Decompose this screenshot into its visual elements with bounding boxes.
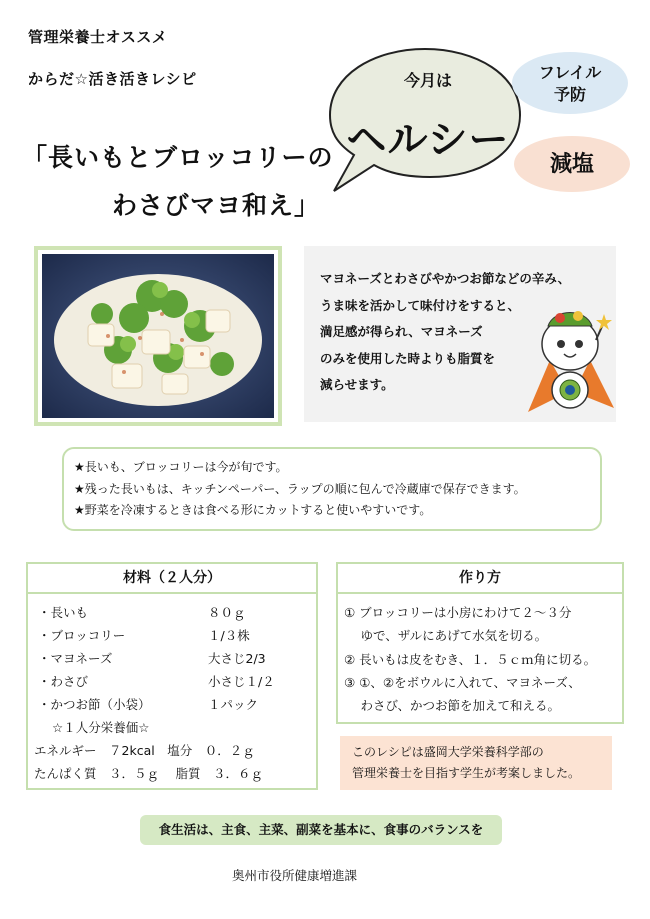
ingredient-name: ・ブロッコリー: [38, 628, 126, 643]
bubble-small-text: 今月は: [403, 71, 452, 90]
ingredients-heading: 材料（２人分）: [26, 562, 318, 594]
credit-line: このレシピは盛岡大学栄養科学部の: [352, 745, 544, 759]
credit-line: 管理栄養士を目指す学生が考案しました。: [352, 766, 581, 780]
mascot-illustration: [520, 300, 620, 420]
ingredient-amount: ８０ｇ: [208, 605, 246, 620]
intro-line: のみを使用した時よりも脂質を: [320, 350, 496, 366]
method-step: わさび、かつお節を加えて和える。: [344, 698, 560, 713]
recipe-title-line-1: 「長いもとブロッコリーの: [22, 143, 334, 172]
method-step: ゆで、ザルにあげて水気を切る。: [344, 628, 548, 643]
low-salt-label: 減塩: [549, 152, 594, 177]
ingredients-box: [26, 594, 318, 790]
intro-line: マヨネーズとわさびやかつお節などの辛み、: [320, 271, 571, 286]
nutrition-row: たんぱく質 ３．５ｇ 脂質 ３．６ｇ: [34, 766, 263, 781]
dish-photo: [42, 254, 274, 418]
nutrition-heading: ☆１人分栄養価☆: [52, 720, 150, 735]
bubble-big-text: ヘルシー: [346, 117, 510, 163]
diet-balance-banner: 食生活は、主食、主菜、副菜を基本に、食事のバランスを: [140, 815, 502, 845]
intro-line: 減らせます。: [320, 377, 394, 392]
credit-box: [340, 736, 612, 790]
tip-item: ★野菜を冷凍するときは食べる形にカットすると使いやすいです。: [74, 503, 432, 517]
frail-prevention-label: [512, 62, 628, 106]
method-step: ② 長いもは皮をむき、１．５ｃｍ角に切る。: [344, 652, 597, 667]
header-line-1: 管理栄養士オススメ: [28, 28, 168, 46]
tips-list: [74, 457, 526, 522]
method-heading: 作り方: [336, 562, 624, 594]
ingredient-amount: １パック: [208, 697, 259, 712]
ingredient-name: ・長いも: [38, 605, 89, 620]
ingredient-amount: 大さじ2/3: [208, 651, 266, 666]
method-step: ③ ①、②をボウルに入れて、マヨネーズ、: [344, 675, 581, 690]
frail-label-line-1: フレイル: [538, 63, 602, 82]
footer-department: 奥州市役所健康増進課: [232, 868, 358, 883]
frail-label-line-2: 予防: [553, 85, 586, 104]
intro-line: 満足感が得られ、マヨネーズ: [320, 324, 483, 339]
ingredient-name: ・わさび: [38, 674, 89, 689]
ingredient-name: ・マヨネーズ: [38, 651, 113, 666]
nutrition-row: エネルギー ７2kcal 塩分 ０．２ｇ: [34, 743, 255, 758]
method-step: ① ブロッコリーは小房にわけて２～３分: [344, 605, 572, 620]
ingredient-amount: 小さじ１/２: [208, 674, 275, 689]
tip-item: ★残った長いもは、キッチンペーパー、ラップの順に包んで冷蔵庫で保存できます。: [74, 481, 526, 496]
header-line-2: からだ☆活き活きレシピ: [28, 70, 197, 88]
tip-item: ★長いも、ブロッコリーは今が旬です。: [74, 460, 288, 474]
intro-line: うま味を活かして味付けをすると、: [320, 297, 521, 313]
ingredient-amount: １/３株: [208, 628, 250, 643]
ingredient-name: ・かつお節（小袋）: [38, 697, 151, 712]
recipe-title-line-2: わさびマヨ和え」: [112, 191, 321, 220]
